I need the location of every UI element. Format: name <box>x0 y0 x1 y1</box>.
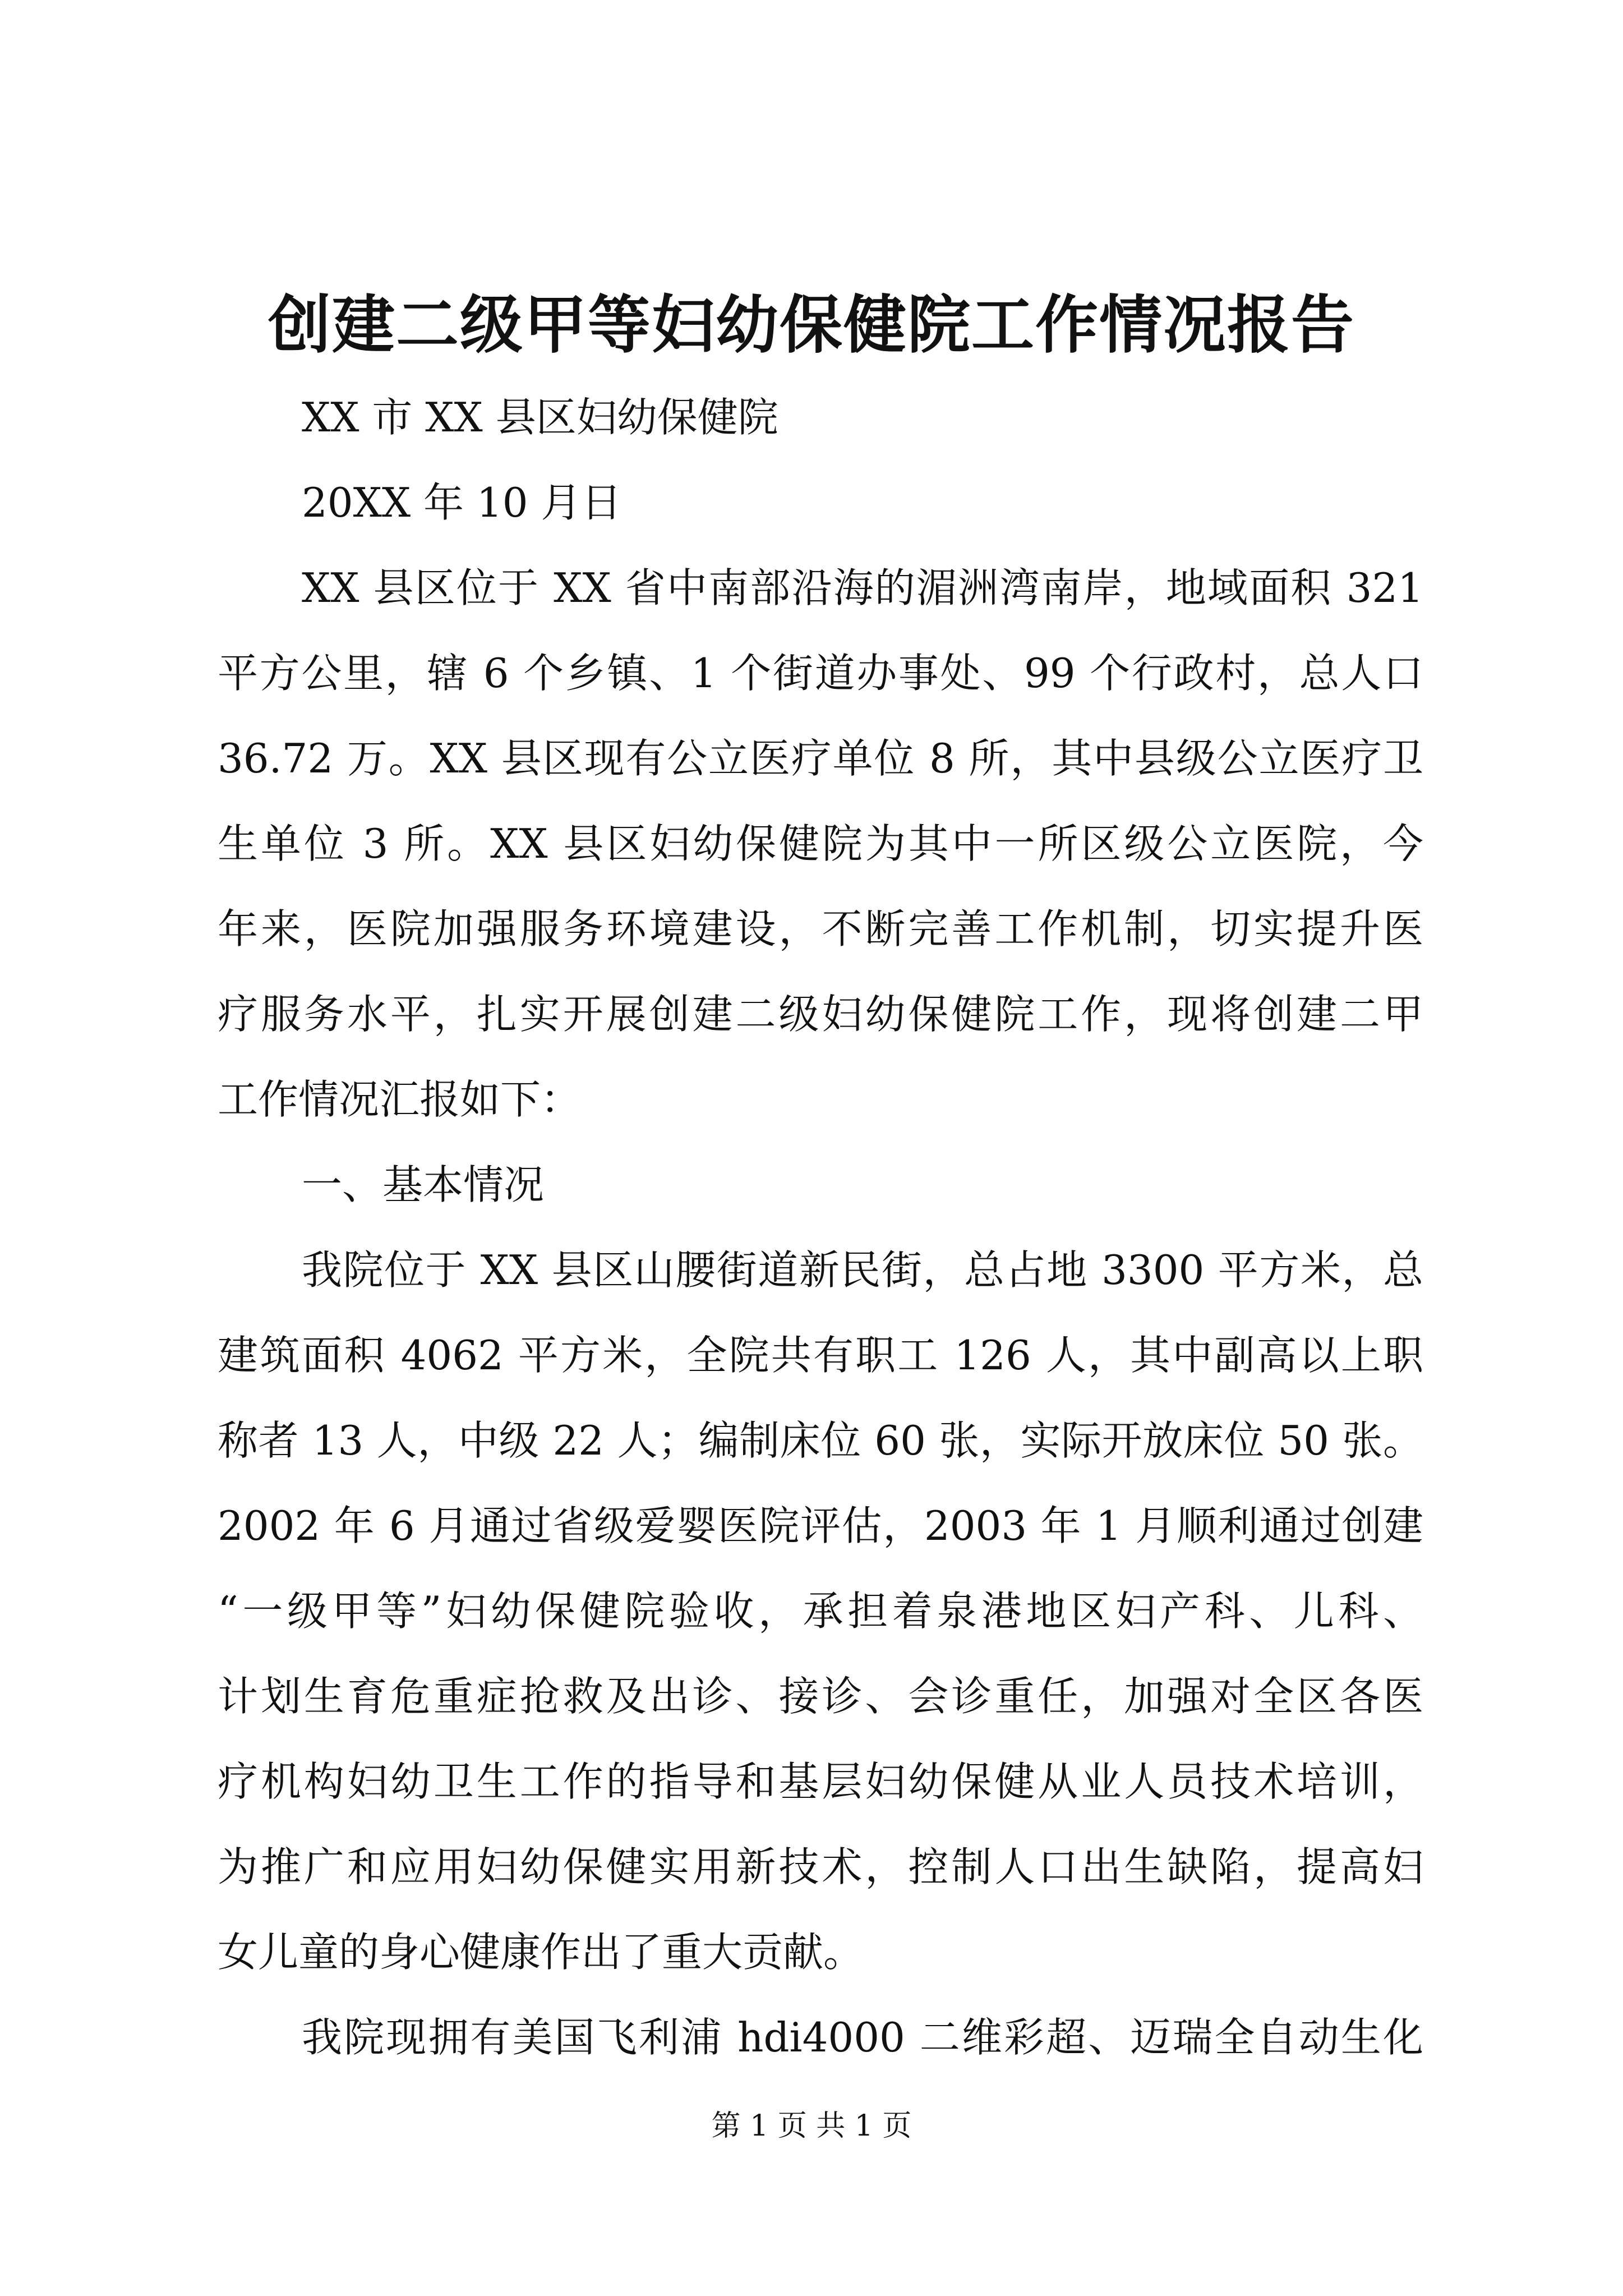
body-line: XX 市 XX 县区妇幼保健院 <box>302 394 778 441</box>
body-line: 一、基本情况 <box>302 1161 545 1208</box>
document-body <box>218 375 1423 2080</box>
body-line: 36.72 万。XX 县区现有公立医疗单位 8 所，其中县级公立医疗卫 <box>218 735 1423 782</box>
body-line: 疗服务水平，扎实开展创建二级妇幼保健院工作，现将创建二甲 <box>218 991 1423 1038</box>
body-line: 生单位 3 所。XX 县区妇幼保健院为其中一所区级公立医院，今 <box>218 820 1423 867</box>
body-line: 计划生育危重症抢救及出诊、接诊、会诊重任，加强对全区各医 <box>218 1673 1423 1720</box>
body-line: 我院现拥有美国飞利浦 hdi4000 二维彩超、迈瑞全自动生化 <box>302 2014 1423 2061</box>
body-line: XX 县区位于 XX 省中南部沿海的湄洲湾南岸，地域面积 321 <box>302 564 1423 611</box>
body-line: 工作情况汇报如下： <box>218 1076 582 1123</box>
body-line: 20XX 年 10 月日 <box>302 479 622 526</box>
document-title: 创建二级甲等妇幼保健院工作情况报告 <box>268 288 1355 362</box>
body-line: 2002 年 6 月通过省级爱婴医院评估，2003 年 1 月顺利通过创建 <box>218 1502 1423 1549</box>
body-line: 为推广和应用妇幼保健实用新技术，控制人口出生缺陷，提高妇 <box>218 1843 1423 1890</box>
page-footer: 第 1 页 共 1 页 <box>711 2109 912 2143</box>
body-line: “一级甲等”妇幼保健院验收，承担着泉港地区妇产科、儿科、 <box>218 1588 1423 1635</box>
body-line: 建筑面积 4062 平方米，全院共有职工 126 人，其中副高以上职 <box>218 1332 1423 1379</box>
body-line: 平方公里，辖 6 个乡镇、1 个街道办事处、99 个行政村，总人口 <box>218 650 1423 697</box>
body-line: 女儿童的身心健康作出了重大贡献。 <box>218 1929 864 1976</box>
body-line: 称者 13 人，中级 22 人；编制床位 60 张，实际开放床位 50 张。 <box>218 1417 1423 1464</box>
body-line: 年来，医院加强服务环境建设，不断完善工作机制，切实提升医 <box>218 905 1423 953</box>
body-line: 我院位于 XX 县区山腰街道新民街，总占地 3300 平方米，总 <box>302 1246 1423 1294</box>
body-line: 疗机构妇幼卫生工作的指导和基层妇幼保健从业人员技术培训， <box>218 1758 1423 1805</box>
